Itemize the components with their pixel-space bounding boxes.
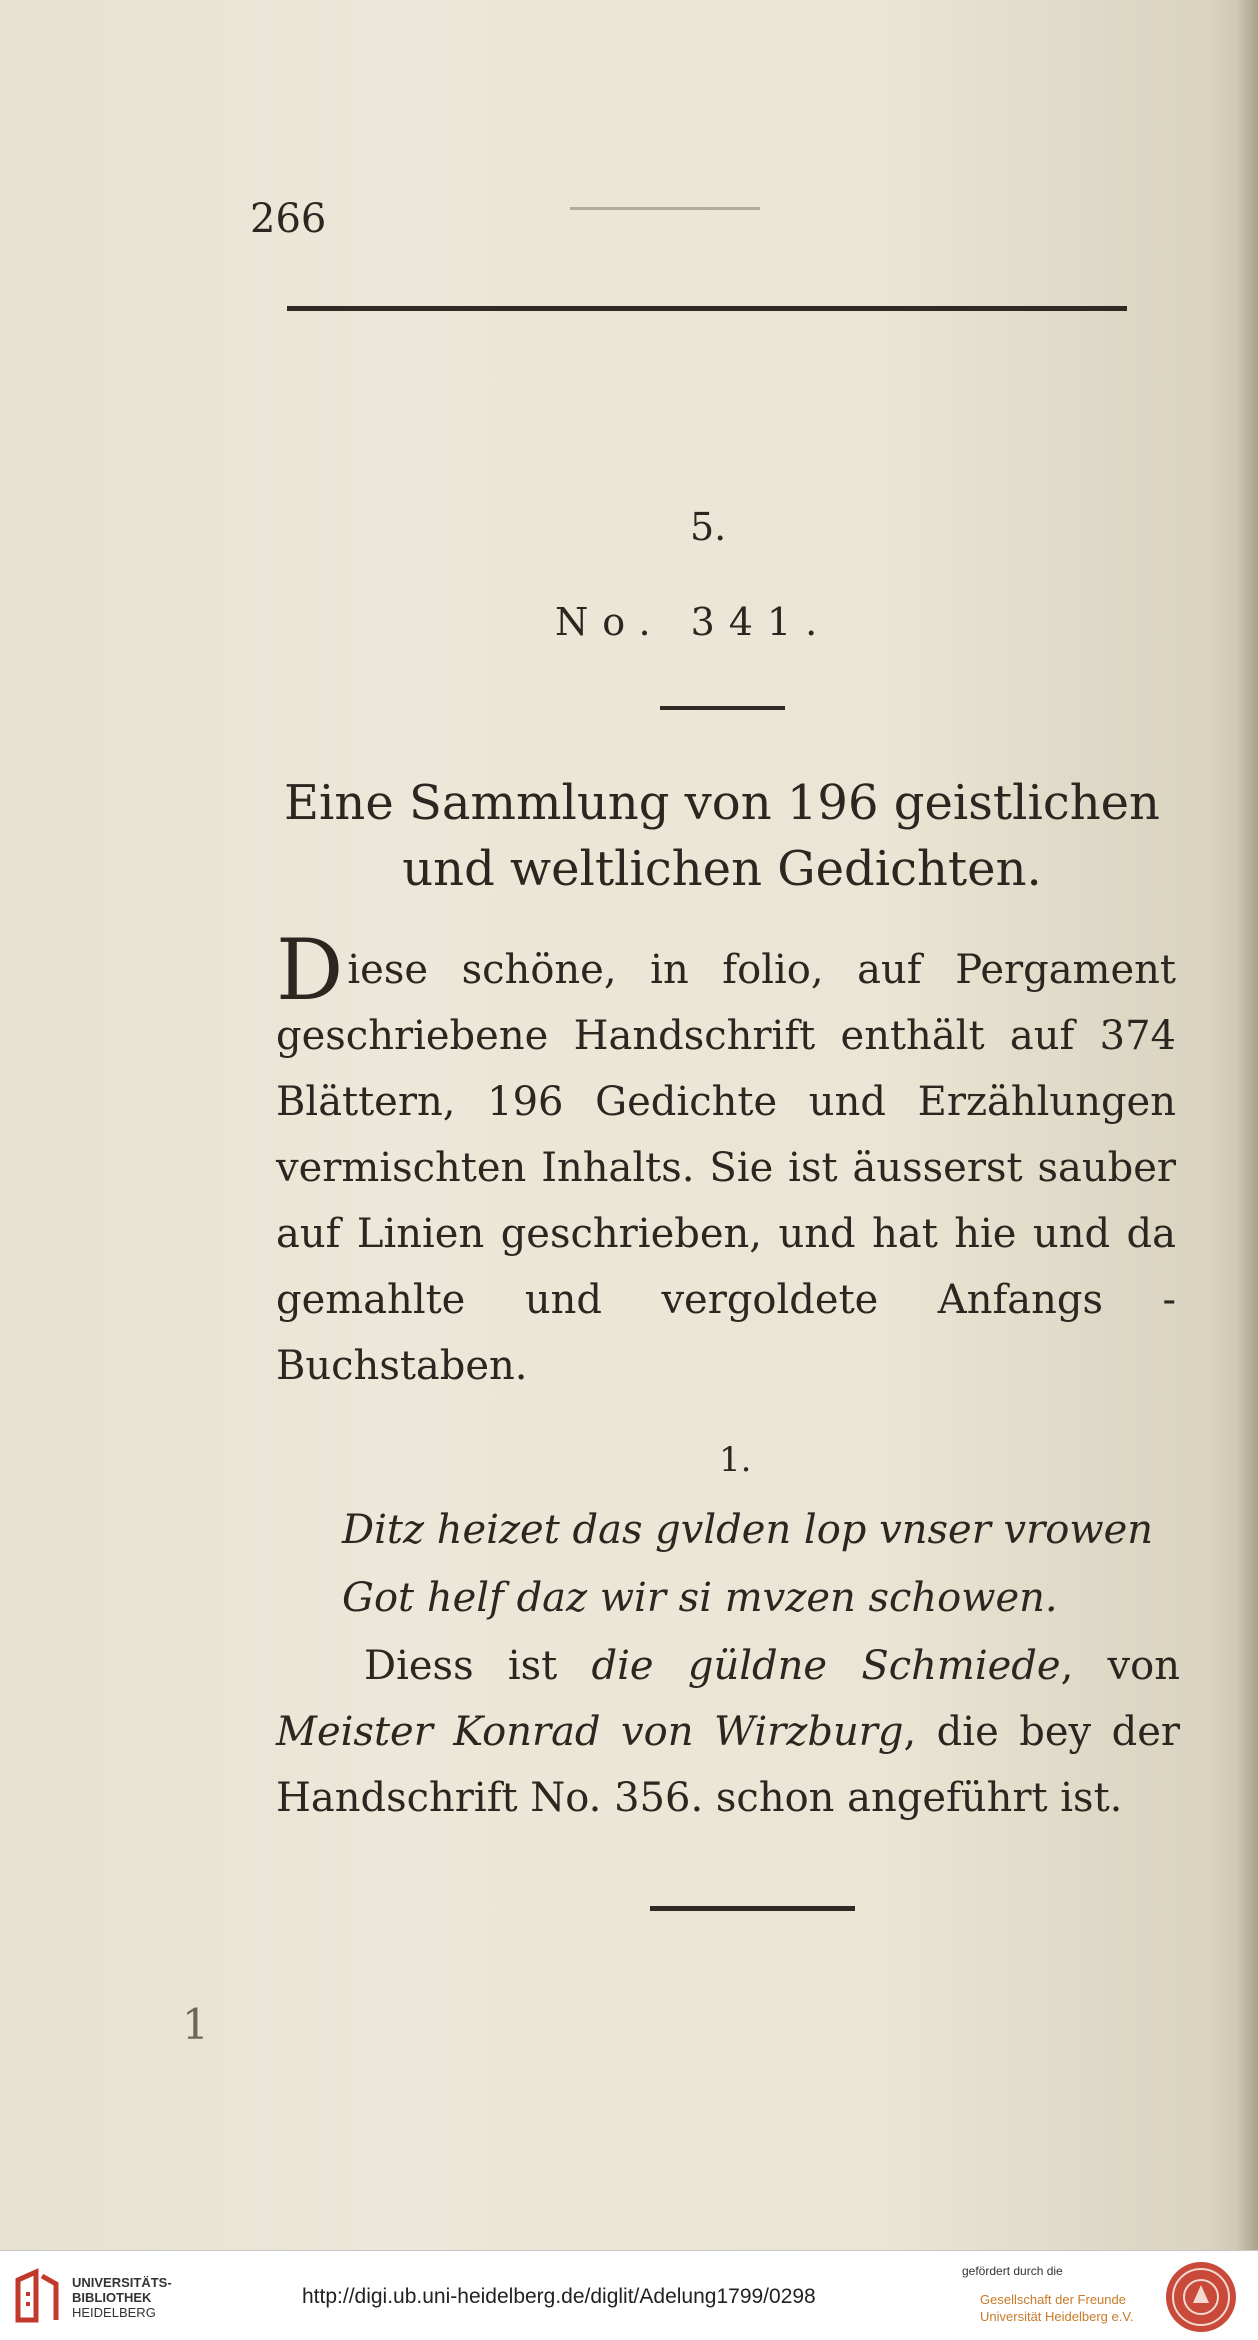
entry-title [262, 770, 1182, 902]
library-name [72, 2275, 172, 2320]
title-rule [660, 706, 785, 710]
author-name: Meister Konrad von Wirzburg [276, 1709, 904, 1755]
header-rule [287, 306, 1127, 311]
sponsor-name-line-2: Universität Heidelberg e.V. [980, 2309, 1134, 2324]
header-ornament [570, 207, 760, 210]
page-number: 266 [250, 196, 327, 242]
university-library-logo-icon[interactable] [12, 2266, 62, 2326]
verse-line-1: Ditz heizet das gvlden lop vnser vrowen [342, 1507, 1153, 1553]
commentary-mid: , von [1060, 1643, 1181, 1689]
footer-bar [0, 2250, 1258, 2340]
closing-rule [650, 1906, 855, 1911]
poem-verse [342, 1496, 1153, 1632]
poem-number: 1. [719, 1440, 752, 1480]
description-text: iese schöne, in folio, auf Pergament geschriebene Handschrift enthält auf 374 Blättern, 196 Gedichte und Erzählungen vermischten Inhalts. Sie ist äusserst sauber auf Linien geschrieben, und hat hie und da gemahlte und vergoldete Anfangs - Buchstaben. [276, 947, 1176, 1389]
margin-annotation: 1 [182, 2000, 209, 2049]
catalog-number: No. 341. [555, 600, 832, 644]
society-seal-icon [1163, 2259, 1239, 2335]
description-paragraph [276, 921, 1176, 1399]
section-number: 5. [690, 505, 727, 549]
verse-line-2: Got helf daz wir si mvzen schowen. [342, 1575, 1058, 1621]
entry-title-line-1: Eine Sammlung von 196 geistlichen [284, 775, 1160, 831]
page-gutter-shadow [1236, 0, 1258, 2250]
entry-title-line-2: und weltlichen Gedichten. [402, 841, 1042, 897]
commentary-paragraph [276, 1633, 1180, 1831]
commentary-end: , die bey der Handschrift No. 356. schon angeführt ist. [276, 1709, 1181, 1821]
library-name-line-2: BIBLIOTHEK [72, 2290, 152, 2305]
sponsor-label: gefördert durch die [962, 2264, 1063, 2278]
commentary-start: Diess ist [364, 1643, 592, 1689]
work-title: die güldne Schmiede [591, 1643, 1061, 1689]
library-name-line-3: HEIDELBERG [72, 2305, 156, 2320]
sponsor-name-line-1: Gesellschaft der Freunde [980, 2292, 1126, 2307]
sponsor-name[interactable] [980, 2291, 1133, 2325]
permalink-url[interactable]: http://digi.ub.uni-heidelberg.de/diglit/Adelung1799/0298 [302, 2285, 816, 2308]
library-name-line-1: UNIVERSITÄTS- [72, 2275, 172, 2290]
drop-cap: D [276, 921, 344, 1019]
